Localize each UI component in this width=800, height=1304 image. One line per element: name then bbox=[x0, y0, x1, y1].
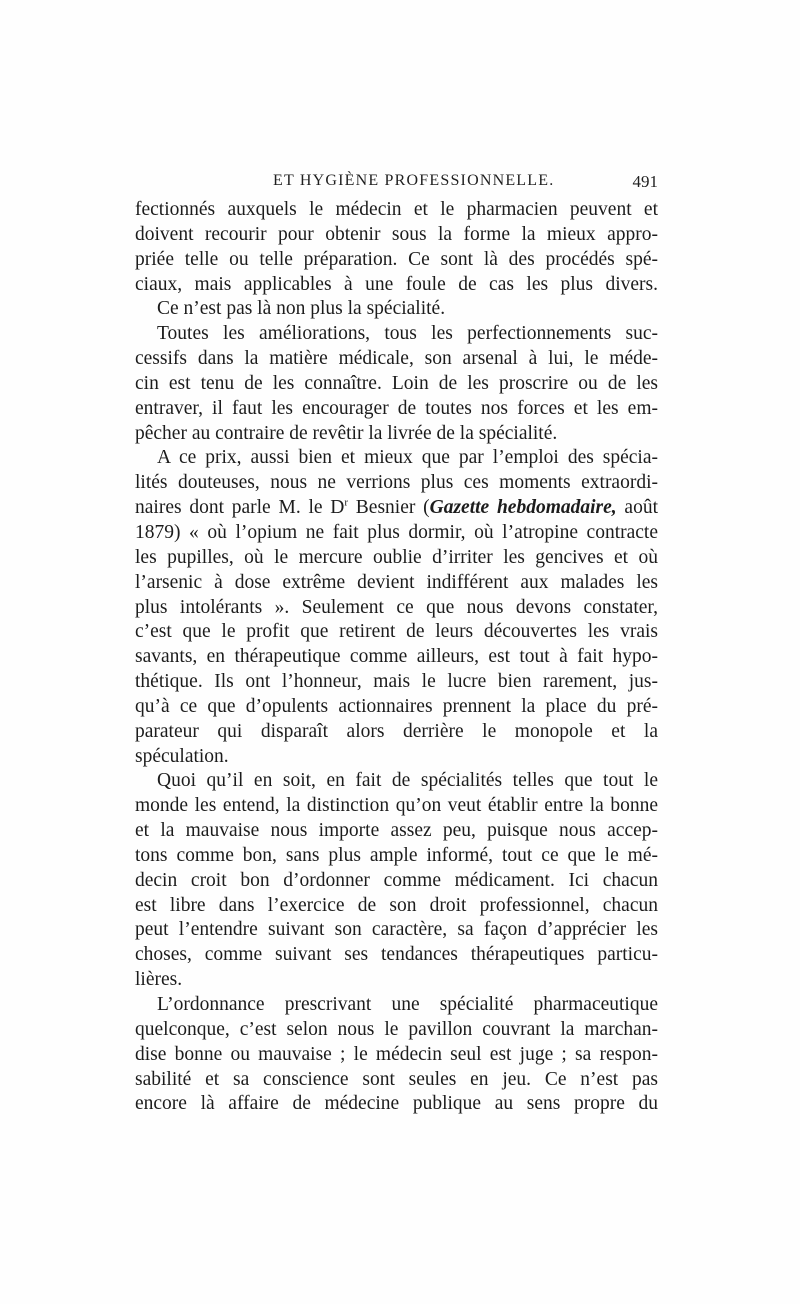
text-line: quelconque, c’est selon nous le pavillon couvrant la marchan- bbox=[135, 1018, 658, 1040]
text-line: parateur qui disparaît alors derrière le monopole et la bbox=[135, 720, 658, 742]
text-line: L’ordonnance prescrivant une spécialité pharmaceutique bbox=[157, 994, 658, 1015]
citation-sup: r bbox=[344, 496, 349, 509]
text-line: ciaux, mais applicables à une foule de cas les plus divers. bbox=[135, 273, 658, 295]
body-text bbox=[135, 198, 658, 1117]
citation-post: août bbox=[616, 497, 658, 519]
text-line: pêcher au contraire de revêtir la livrée de la spécialité. bbox=[135, 422, 558, 444]
text-line: spéculation. bbox=[135, 745, 229, 767]
text-line: priée telle ou telle préparation. Ce sont là des procédés spé- bbox=[135, 248, 658, 270]
text-line: et la mauvaise nous importe assez peu, puisque nous accep- bbox=[135, 820, 658, 842]
text-line: fectionnés auxquels le médecin et le pharmacien peuvent et bbox=[135, 199, 658, 220]
text-line: cin est tenu de les connaître. Loin de les proscrire ou de les bbox=[135, 372, 658, 394]
journal-title: Gazette hebdomadaire, bbox=[429, 497, 617, 519]
running-header bbox=[135, 172, 658, 194]
text-line: lières. bbox=[135, 969, 183, 991]
citation-pre: naires dont parle M. le D bbox=[135, 497, 345, 519]
text-line: entraver, il faut les encourager de toutes nos forces et les em- bbox=[135, 397, 658, 419]
text-line: encore là affaire de médecine publique au sens propre du bbox=[135, 1093, 658, 1115]
text-line: l’arsenic à dose extrême devient indifférent aux malades les bbox=[135, 571, 658, 593]
text-line: plus intolérants ». Seulement ce que nous devons constater, bbox=[135, 596, 658, 618]
text-line-citation bbox=[135, 496, 658, 521]
text-line: decin croit bon d’ordonner comme médicament. Ici chacun bbox=[135, 869, 658, 891]
text-line: thétique. Ils ont l’honneur, mais le lucre bien rarement, jus- bbox=[135, 671, 658, 693]
text-line: lités douteuses, nous ne verrions plus ces moments extraordi- bbox=[135, 472, 658, 494]
text-line: 1879) « où l’opium ne fait plus dormir, où l’atropine contracte bbox=[135, 521, 658, 543]
text-line: doivent recourir pour obtenir sous la forme la mieux appro- bbox=[135, 223, 658, 245]
text-line: qu’à ce que d’opulents actionnaires prennent la place du pré- bbox=[135, 695, 658, 717]
text-line: les pupilles, où le mercure oublie d’irriter les gencives et où bbox=[135, 546, 658, 568]
page-number: 491 bbox=[632, 172, 658, 191]
text-line: Toutes les améliorations, tous les perfectionnements suc- bbox=[157, 323, 658, 345]
text-line: peut l’entendre suivant son caractère, sa façon d’apprécier les bbox=[135, 919, 658, 941]
text-line: choses, comme suivant ses tendances thérapeutiques particu- bbox=[135, 944, 658, 966]
text-line: savants, en thérapeutique comme ailleurs, est tout à fait hypo- bbox=[135, 646, 658, 668]
text-line: dise bonne ou mauvaise ; le médecin seul est juge ; sa respon- bbox=[135, 1043, 658, 1065]
text-line: cessifs dans la matière médicale, son arsenal à lui, le méde- bbox=[135, 348, 658, 370]
running-title: ET HYGIÈNE PROFESSIONNELLE. bbox=[273, 172, 555, 189]
text-line: est libre dans l’exercice de son droit professionnel, chacun bbox=[135, 894, 658, 916]
text-line: A ce prix, aussi bien et mieux que par l’emploi des spécia- bbox=[157, 447, 658, 469]
text-line: monde les entend, la distinction qu’on veut établir entre la bonne bbox=[135, 795, 658, 817]
text-line: Ce n’est pas là non plus la spécialité. bbox=[157, 298, 446, 320]
text-line: Quoi qu’il en soit, en fait de spécialités telles que tout le bbox=[157, 770, 658, 792]
text-line: sabilité et sa conscience sont seules en jeu. Ce n’est pas bbox=[135, 1068, 658, 1090]
citation-mid: Besnier ( bbox=[348, 497, 430, 519]
text-line: tons comme bon, sans plus ample informé, tout ce que le mé- bbox=[135, 844, 658, 866]
text-line: c’est que le profit que retirent de leurs découvertes les vrais bbox=[135, 621, 658, 643]
